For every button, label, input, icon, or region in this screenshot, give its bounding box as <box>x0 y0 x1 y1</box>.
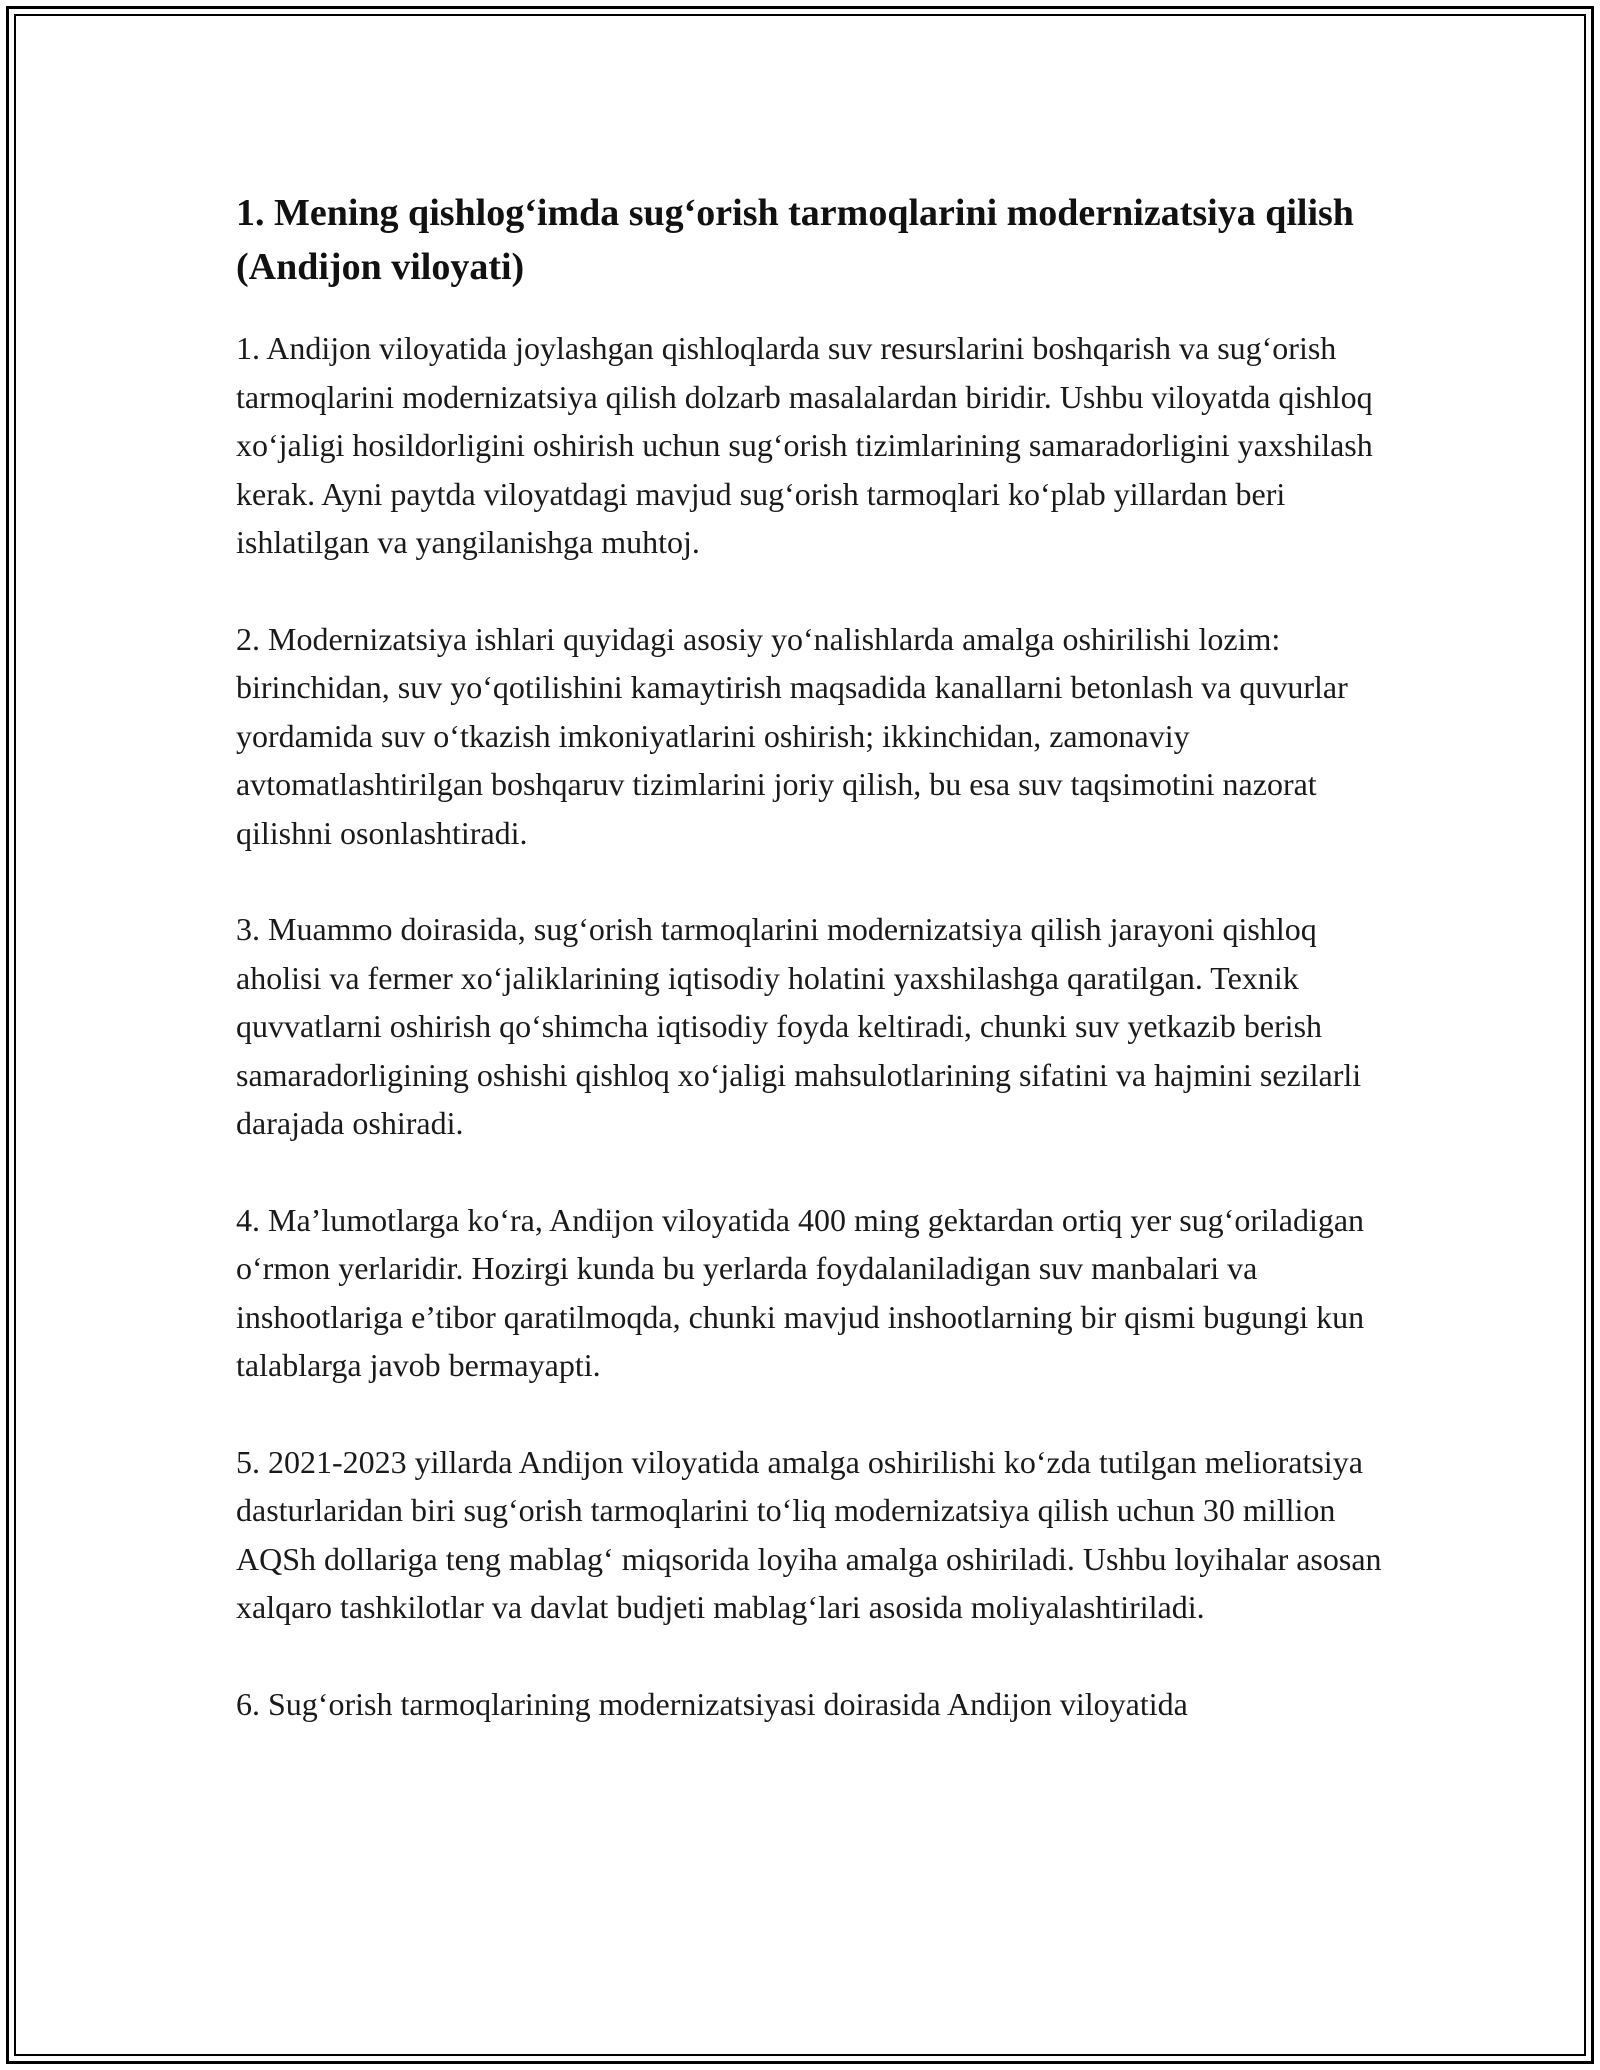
document-title: 1. Mening qishlog‘imda sug‘orish tarmoqlarini modernizatsiya qilish (Andijon viloyati) <box>236 192 1354 288</box>
paragraph-4: 4. Ma’lumotlarga ko‘ra, Andijon viloyatida 400 ming gektardan ortiq yer sug‘oriladigan o‘rmon yerlaridir. Hozirgi kunda bu yerlarda foydalaniladigan suv manbalari va inshootlariga e’tibor qaratilmoqda, chunki mavjud inshootlarning bir qismi bugungi kun talablarga javob bermayapti. <box>236 1201 1365 1383</box>
paragraph-5: 5. 2021-2023 yillarda Andijon viloyatida amalga oshirilishi ko‘zda tutilgan melioratsiya dasturlaridan biri sug‘orish tarmoqlarini to‘liq modernizatsiya qilish uchun 30 million AQSh dollariga teng mablag‘ miqsorida loyiha amalga oshiriladi. Ushbu loyihalar asosan xalqaro tashkilotlar va davlat budjeti mablag‘lari asosida moliyalashtiriladi. <box>236 1443 1382 1625</box>
paragraph-6: 6. Sug‘orish tarmoqlarining modernizatsiyasi doirasida Andijon viloyatida <box>236 1685 1188 1722</box>
paragraph-3: 3. Muammo doirasida, sug‘orish tarmoqlarini modernizatsiya qilish jarayoni qishloq aholisi va fermer xo‘jaliklarining iqtisodiy holatini yaxshilashga qaratilgan. Texnik quvvatlarni oshirish qo‘shimcha iqtisodiy foyda keltiradi, chunki suv yetkazib berish samaradorligining oshishi qishloq xo‘jaligi mahsulotlarining sifatini va hajmini sezilarli darajada oshiradi. <box>236 911 1362 1141</box>
paragraph-1: 1. Andijon viloyatida joylashgan qishloqlarda suv resurslarini boshqarish va sug‘orish tarmoqlarini modernizatsiya qilish dolzarb masalalardan biridir. Ushbu viloyatda qishloq xo‘jaligi hosildorligini oshirish uchun sug‘orish tizimlarining samaradorligini yaxshilash kerak. Ayni paytda viloyatdagi mavjud sug‘orish tarmoqlari ko‘plab yillardan beri ishlatilgan va yangilanishga muhtoj. <box>236 330 1373 560</box>
document-body <box>236 186 1386 1776</box>
paragraph-2: 2. Modernizatsiya ishlari quyidagi asosiy yo‘nalishlarda amalga oshirilishi lozim: birinchidan, suv yo‘qotilishini kamaytirish maqsadida kanallarni betonlash va quvurlar yordamida suv o‘tkazish imkoniyatlarini oshirish; ikkinchidan, zamonaviy avtomatlashtirilgan boshqaruv tizimlarini joriy qilish, bu esa suv taqsimotini nazorat qilishni osonlashtiradi. <box>236 620 1348 851</box>
